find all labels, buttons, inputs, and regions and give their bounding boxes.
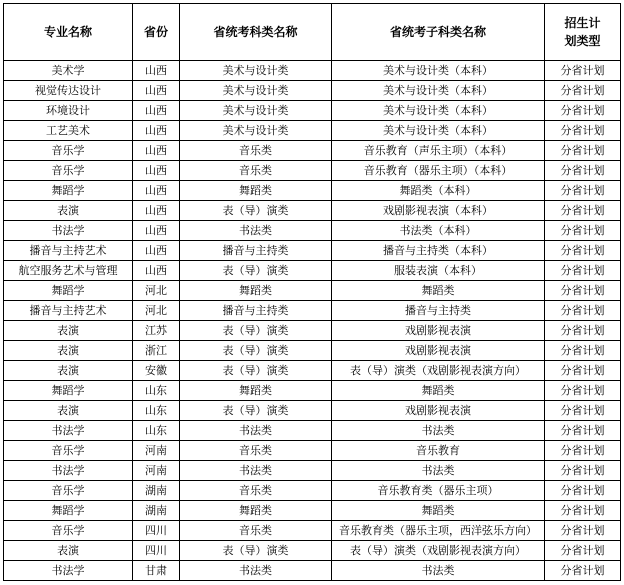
cell-exam-subcategory: 播音与主持类: [332, 301, 545, 321]
cell-exam-subcategory: 美术与设计类（本科）: [332, 61, 545, 81]
cell-exam-category: 音乐类: [180, 441, 332, 461]
cell-plan-type: 分省计划: [545, 401, 621, 421]
cell-province: 山西: [133, 261, 180, 281]
cell-exam-category: 书法类: [180, 421, 332, 441]
cell-province: 河南: [133, 441, 180, 461]
cell-major-name: 书法学: [4, 461, 133, 481]
cell-exam-category: 书法类: [180, 561, 332, 581]
cell-major-name: 书法学: [4, 221, 133, 241]
cell-exam-category: 美术与设计类: [180, 81, 332, 101]
cell-exam-category: 表（导）演类: [180, 541, 332, 561]
cell-province: 山西: [133, 181, 180, 201]
cell-exam-subcategory: 音乐教育（声乐主项）（本科）: [332, 141, 545, 161]
cell-exam-subcategory: 戏剧影视表演（本科）: [332, 201, 545, 221]
cell-exam-category: 音乐类: [180, 521, 332, 541]
cell-plan-type: 分省计划: [545, 461, 621, 481]
cell-major-name: 美术学: [4, 61, 133, 81]
cell-province: 浙江: [133, 341, 180, 361]
table-row: [4, 301, 621, 321]
cell-exam-subcategory: 音乐教育（器乐主项）（本科）: [332, 161, 545, 181]
cell-plan-type: 分省计划: [545, 421, 621, 441]
cell-province: 山西: [133, 201, 180, 221]
cell-major-name: 表演: [4, 401, 133, 421]
cell-exam-subcategory: 戏剧影视表演: [332, 401, 545, 421]
cell-exam-category: 美术与设计类: [180, 61, 332, 81]
table-row: [4, 161, 621, 181]
cell-exam-subcategory: 舞蹈类（本科）: [332, 181, 545, 201]
cell-exam-category: 表（导）演类: [180, 201, 332, 221]
cell-major-name: 表演: [4, 321, 133, 341]
cell-exam-subcategory: 舞蹈类: [332, 381, 545, 401]
cell-major-name: 播音与主持艺术: [4, 241, 133, 261]
cell-exam-category: 音乐类: [180, 141, 332, 161]
cell-plan-type: 分省计划: [545, 561, 621, 581]
cell-plan-type: 分省计划: [545, 101, 621, 121]
table-row: [4, 361, 621, 381]
cell-exam-category: 舞蹈类: [180, 381, 332, 401]
header-plan-type-text: 招生计 划类型: [564, 16, 601, 48]
cell-major-name: 音乐学: [4, 161, 133, 181]
cell-plan-type: 分省计划: [545, 61, 621, 81]
header-plan-type: [545, 4, 621, 61]
table-row: [4, 461, 621, 481]
cell-province: 山东: [133, 421, 180, 441]
cell-exam-subcategory: 书法类: [332, 421, 545, 441]
header-major-name: 专业名称: [4, 4, 133, 61]
cell-plan-type: 分省计划: [545, 201, 621, 221]
table-row: [4, 561, 621, 581]
cell-plan-type: 分省计划: [545, 301, 621, 321]
table-row: [4, 521, 621, 541]
cell-exam-subcategory: 音乐教育: [332, 441, 545, 461]
table-row: [4, 241, 621, 261]
cell-province: 山西: [133, 221, 180, 241]
cell-plan-type: 分省计划: [545, 381, 621, 401]
cell-exam-subcategory: 音乐教育类（器乐主项）: [332, 481, 545, 501]
table-row: [4, 181, 621, 201]
header-province: 省份: [133, 4, 180, 61]
cell-major-name: 书法学: [4, 561, 133, 581]
table-row: [4, 341, 621, 361]
cell-major-name: 舞蹈学: [4, 181, 133, 201]
cell-plan-type: 分省计划: [545, 241, 621, 261]
cell-plan-type: 分省计划: [545, 361, 621, 381]
cell-plan-type: 分省计划: [545, 261, 621, 281]
cell-major-name: 视觉传达设计: [4, 81, 133, 101]
cell-province: 山东: [133, 381, 180, 401]
cell-exam-category: 美术与设计类: [180, 121, 332, 141]
cell-major-name: 表演: [4, 541, 133, 561]
table-row: [4, 221, 621, 241]
cell-exam-category: 舞蹈类: [180, 501, 332, 521]
table-row: [4, 481, 621, 501]
table-row: [4, 541, 621, 561]
cell-exam-subcategory: 书法类: [332, 461, 545, 481]
table-row: [4, 201, 621, 221]
cell-province: 甘肃: [133, 561, 180, 581]
cell-major-name: 书法学: [4, 421, 133, 441]
cell-province: 四川: [133, 521, 180, 541]
cell-major-name: 播音与主持艺术: [4, 301, 133, 321]
cell-exam-category: 书法类: [180, 461, 332, 481]
cell-major-name: 音乐学: [4, 141, 133, 161]
table-row: [4, 81, 621, 101]
table-row: [4, 501, 621, 521]
cell-province: 四川: [133, 541, 180, 561]
cell-major-name: 音乐学: [4, 521, 133, 541]
cell-plan-type: 分省计划: [545, 481, 621, 501]
cell-exam-category: 舞蹈类: [180, 281, 332, 301]
cell-exam-subcategory: 美术与设计类（本科）: [332, 101, 545, 121]
header-exam-category: 省统考科类名称: [180, 4, 332, 61]
cell-province: 山西: [133, 61, 180, 81]
cell-province: 河北: [133, 301, 180, 321]
cell-plan-type: 分省计划: [545, 321, 621, 341]
cell-exam-subcategory: 戏剧影视表演: [332, 341, 545, 361]
cell-major-name: 舞蹈学: [4, 501, 133, 521]
cell-province: 湖南: [133, 501, 180, 521]
cell-plan-type: 分省计划: [545, 501, 621, 521]
table-row: [4, 141, 621, 161]
cell-exam-subcategory: 美术与设计类（本科）: [332, 121, 545, 141]
cell-province: 山西: [133, 81, 180, 101]
cell-plan-type: 分省计划: [545, 341, 621, 361]
table-row: [4, 121, 621, 141]
table-row: [4, 261, 621, 281]
cell-exam-category: 书法类: [180, 221, 332, 241]
cell-plan-type: 分省计划: [545, 541, 621, 561]
cell-major-name: 工艺美术: [4, 121, 133, 141]
cell-exam-subcategory: 书法类（本科）: [332, 221, 545, 241]
cell-province: 河南: [133, 461, 180, 481]
cell-exam-subcategory: 舞蹈类: [332, 281, 545, 301]
cell-major-name: 航空服务艺术与管理: [4, 261, 133, 281]
table-row: [4, 441, 621, 461]
cell-exam-category: 表（导）演类: [180, 361, 332, 381]
table-row: [4, 401, 621, 421]
cell-exam-category: 音乐类: [180, 481, 332, 501]
cell-major-name: 表演: [4, 341, 133, 361]
cell-province: 山西: [133, 161, 180, 181]
cell-plan-type: 分省计划: [545, 81, 621, 101]
cell-province: 河北: [133, 281, 180, 301]
cell-province: 安徽: [133, 361, 180, 381]
header-exam-subcategory: 省统考子科类名称: [332, 4, 545, 61]
cell-exam-subcategory: 播音与主持类（本科）: [332, 241, 545, 261]
cell-province: 湖南: [133, 481, 180, 501]
table-row: [4, 281, 621, 301]
cell-plan-type: 分省计划: [545, 161, 621, 181]
cell-plan-type: 分省计划: [545, 521, 621, 541]
cell-plan-type: 分省计划: [545, 141, 621, 161]
cell-exam-subcategory: 表（导）演类（戏剧影视表演方向）: [332, 361, 545, 381]
cell-province: 山西: [133, 121, 180, 141]
cell-major-name: 舞蹈学: [4, 381, 133, 401]
cell-major-name: 环境设计: [4, 101, 133, 121]
cell-major-name: 表演: [4, 201, 133, 221]
cell-major-name: 音乐学: [4, 481, 133, 501]
cell-exam-category: 表（导）演类: [180, 321, 332, 341]
cell-exam-category: 播音与主持类: [180, 241, 332, 261]
cell-exam-subcategory: 音乐教育类（器乐主项，西洋弦乐方向）: [332, 521, 545, 541]
cell-exam-subcategory: 书法类: [332, 561, 545, 581]
cell-major-name: 舞蹈学: [4, 281, 133, 301]
cell-exam-category: 表（导）演类: [180, 401, 332, 421]
cell-exam-category: 表（导）演类: [180, 341, 332, 361]
table-row: [4, 381, 621, 401]
cell-plan-type: 分省计划: [545, 441, 621, 461]
cell-plan-type: 分省计划: [545, 121, 621, 141]
table-header-row: [4, 4, 621, 61]
cell-exam-category: 美术与设计类: [180, 101, 332, 121]
cell-province: 山东: [133, 401, 180, 421]
cell-plan-type: 分省计划: [545, 281, 621, 301]
cell-province: 山西: [133, 241, 180, 261]
cell-exam-category: 音乐类: [180, 161, 332, 181]
cell-exam-subcategory: 美术与设计类（本科）: [332, 81, 545, 101]
table-row: [4, 421, 621, 441]
cell-major-name: 表演: [4, 361, 133, 381]
table-row: [4, 321, 621, 341]
cell-exam-subcategory: 表（导）演类（戏剧影视表演方向）: [332, 541, 545, 561]
cell-exam-category: 舞蹈类: [180, 181, 332, 201]
cell-exam-category: 表（导）演类: [180, 261, 332, 281]
cell-province: 山西: [133, 101, 180, 121]
cell-province: 江苏: [133, 321, 180, 341]
cell-province: 山西: [133, 141, 180, 161]
cell-exam-subcategory: 舞蹈类: [332, 501, 545, 521]
table-row: [4, 61, 621, 81]
cell-exam-category: 播音与主持类: [180, 301, 332, 321]
enrollment-plan-table: [3, 3, 621, 581]
cell-major-name: 音乐学: [4, 441, 133, 461]
cell-plan-type: 分省计划: [545, 221, 621, 241]
cell-exam-subcategory: 服装表演（本科）: [332, 261, 545, 281]
cell-exam-subcategory: 戏剧影视表演: [332, 321, 545, 341]
cell-plan-type: 分省计划: [545, 181, 621, 201]
table-row: [4, 101, 621, 121]
